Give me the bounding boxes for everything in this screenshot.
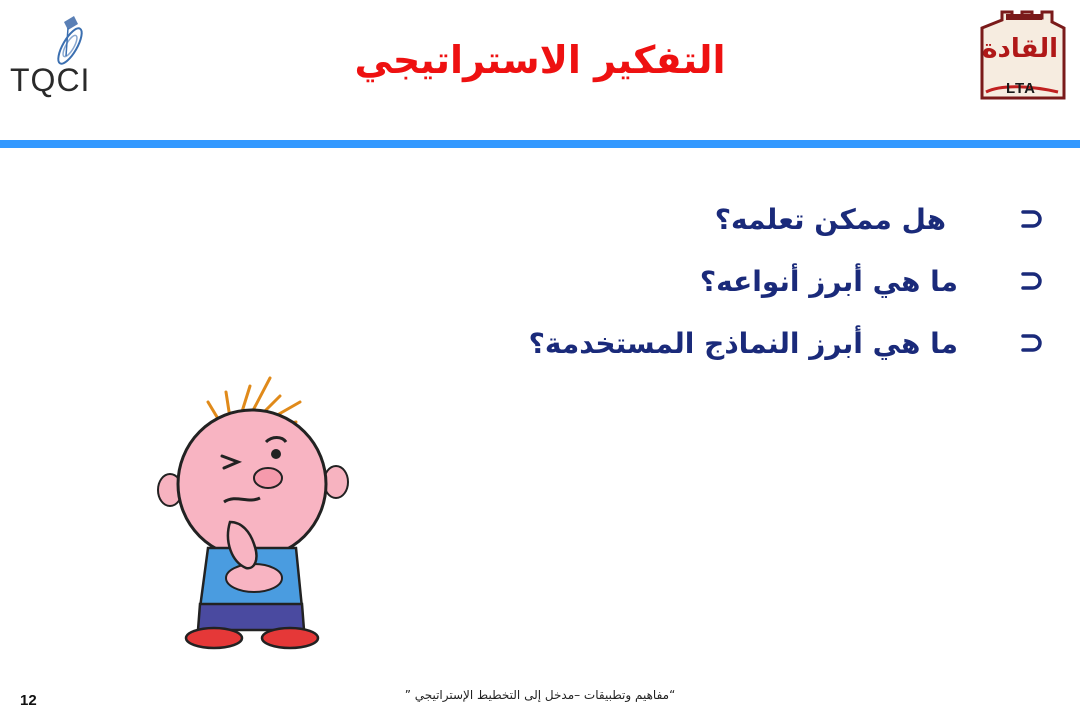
slide-title: التفكير الاستراتيجي: [354, 38, 726, 82]
bullet-text: ما هي أبرز النماذج المستخدمة؟: [528, 326, 958, 360]
curved-arrow-icon: [1012, 199, 1052, 239]
page-number: 12: [20, 692, 37, 709]
bullet-item: [432, 312, 1052, 374]
header-divider: [0, 140, 1080, 148]
bullet-item: [432, 250, 1052, 312]
bullet-item: [432, 188, 1052, 250]
curved-arrow-icon: [1012, 261, 1052, 301]
lta-logo: [972, 8, 1072, 100]
lta-logo-abbrev: LTA: [1006, 80, 1036, 97]
bullet-list: [432, 188, 1052, 374]
thinking-boy-icon: [150, 372, 350, 652]
tqci-logo-text: TQCI: [10, 62, 91, 98]
bullet-text: ما هي أبرز أنواعه؟: [699, 264, 958, 298]
footer-caption: “مفاهيم وتطبيقات –مدخل إلى التخطيط الإستراتيجي ”: [404, 688, 676, 702]
bullet-text: هل ممكن تعلمه؟: [714, 202, 946, 236]
lta-logo-arabic: القادة: [982, 34, 1058, 64]
thinking-boy-illustration: [150, 372, 350, 652]
curved-arrow-icon: [1012, 323, 1052, 363]
